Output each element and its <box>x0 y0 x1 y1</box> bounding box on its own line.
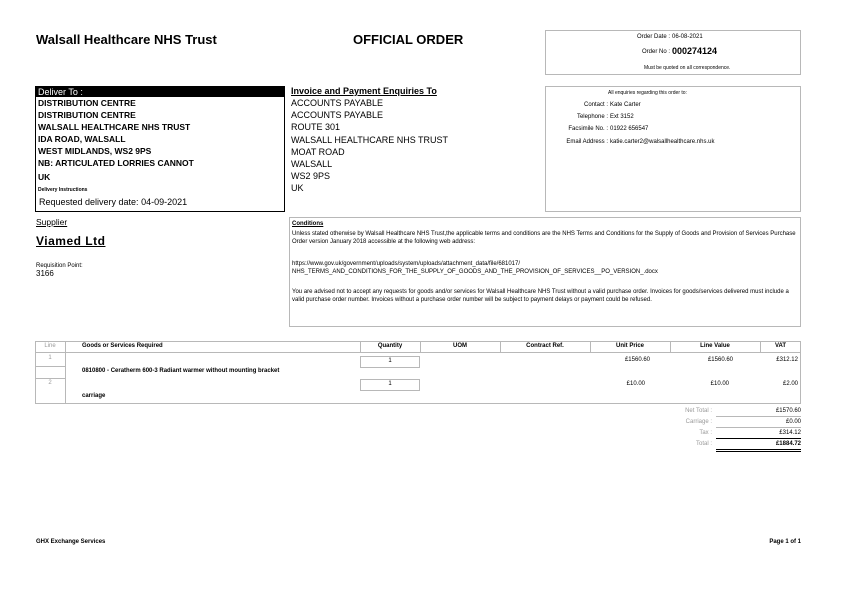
col-header-vat: VAT <box>774 343 787 349</box>
order-no-label: Order No : <box>641 49 670 55</box>
net-total-label: Net Total : <box>685 408 712 414</box>
delivery-instructions-label: Delivery Instructions <box>38 187 88 193</box>
fax-value: 01922 656547 <box>610 126 649 132</box>
deliver-line: NB: ARTICULATED LORRIES CANNOT <box>38 158 194 168</box>
row-1-vat: £312.12 <box>776 357 798 363</box>
row-2-line-value: £10.00 <box>710 381 729 387</box>
carriage-label: Carriage : <box>685 419 712 425</box>
net-total-value: £1570.60 <box>775 408 801 414</box>
tax-value: £314.12 <box>779 430 801 436</box>
row-2-unit-price: £10.00 <box>626 381 645 387</box>
row-2-quantity: 1 <box>388 381 392 387</box>
email-label: Email Address : <box>566 139 608 145</box>
row-1-line: 1 <box>48 355 52 361</box>
order-info-box <box>545 30 801 75</box>
invoice-line: ACCOUNTS PAYABLE <box>291 98 384 108</box>
row-2-description: carriage <box>82 393 106 399</box>
deliver-to-box <box>35 86 285 212</box>
deliver-line: UK <box>38 172 51 182</box>
conditions-box <box>289 217 801 327</box>
conditions-url-1: https://www.gov.uk/government/uploads/system/uploads/attachment_data/file/681017/ <box>292 261 521 267</box>
row-1-quantity: 1 <box>388 358 392 364</box>
doc-title: OFFICIAL ORDER <box>353 32 464 47</box>
col-header-line: Line <box>44 343 56 349</box>
deliver-address <box>38 97 194 183</box>
contact-value: Kate Carter <box>610 102 641 108</box>
totals-divider <box>716 416 801 417</box>
invoice-line: MOAT ROAD <box>291 146 345 157</box>
invoice-line: ACCOUNTS PAYABLE <box>291 110 384 121</box>
contact-label: Contact : <box>583 102 608 108</box>
totals-divider <box>716 438 801 439</box>
row-1-description: 0810800 - Ceratherm 600-3 Radiant warmer without mounting bracket <box>82 368 280 374</box>
deliver-line: WALSALL HEALTHCARE NHS TRUST <box>38 122 191 132</box>
email-value: katie.carter2@walsallhealthcare.nhs.uk <box>610 139 715 145</box>
contact-box <box>545 86 801 212</box>
invoice-line: WALSALL <box>291 159 333 170</box>
tax-label: Tax : <box>699 430 712 436</box>
col-divider <box>65 341 66 404</box>
telephone-value: Ext 3152 <box>610 114 634 120</box>
invoice-address <box>291 97 448 195</box>
col-header-contract: Contract Ref. <box>526 343 564 349</box>
col-header-line-value: Line Value <box>700 343 730 349</box>
table-header-divider <box>35 352 801 353</box>
row-2-line: 2 <box>48 380 52 386</box>
row-1-unit-price: £1560.60 <box>624 357 650 363</box>
row-2-vat: £2.00 <box>782 381 798 387</box>
deliver-heading: Deliver To : <box>38 87 83 97</box>
fax-label: Facsimile No. : <box>568 126 608 132</box>
enquiries-note: All enquiries regarding this order to: <box>608 90 687 96</box>
col-header-goods: Goods or Services Required <box>82 343 163 349</box>
col-header-quantity: Quantity <box>377 343 403 349</box>
order-no: 000274124 <box>672 46 718 56</box>
total-underline <box>716 449 801 450</box>
totals-divider <box>716 427 801 428</box>
total-value: £1884.72 <box>775 441 801 447</box>
order-date-label: Order Date : <box>636 34 670 40</box>
conditions-para2: You are advised not to accept any requests for goods and/or services for Walsall Healthcare NHS Trust without a valid purchase order. Invoices for goods/services delivered must include a valid purchase order number. Invoices without a purchase order number will be subject to payment delays or payment could be refused. <box>292 289 789 303</box>
invoice-heading: Invoice and Payment Enquiries To <box>291 86 437 96</box>
footer-left: GHX Exchange Services <box>36 539 106 545</box>
invoice-line: ROUTE 301 <box>291 122 341 133</box>
invoice-line: WALSALL HEALTHCARE NHS TRUST <box>291 134 449 145</box>
supplier-heading: Supplier <box>36 217 68 227</box>
conditions-heading: Conditions <box>292 221 324 227</box>
org-name: Walsall Healthcare NHS Trust <box>36 32 217 47</box>
requested-delivery-date: Requested delivery date: 04-09-2021 <box>39 197 188 207</box>
quote-note: Must be quoted on all correspondence. <box>644 65 731 71</box>
requisition-label: Requisition Point: <box>36 263 83 269</box>
footer-page-number: Page 1 of 1 <box>769 539 801 545</box>
row-1-line-value: £1560.60 <box>707 357 733 363</box>
invoice-line: UK <box>291 183 304 194</box>
conditions-para1: Unless stated otherwise by Walsall Healthcare NHS Trust,the applicable terms and conditions are the NHS Terms and Conditions for the Supply of Goods and Provision of Services Purchase Order version January 2018 accessible at the following web address: <box>292 231 796 245</box>
col-header-uom: UOM <box>453 343 467 349</box>
invoice-line: WS2 9PS <box>291 171 331 182</box>
order-date: 06-08-2021 <box>672 34 703 40</box>
deliver-line: WEST MIDLANDS, WS2 9PS <box>38 146 152 156</box>
deliver-line: IDA ROAD, WALSALL <box>38 134 126 144</box>
col-header-unit-price: Unit Price <box>615 343 644 349</box>
deliver-line: DISTRIBUTION CENTRE <box>38 98 136 108</box>
total-double-underline <box>716 451 801 452</box>
carriage-value: £0.00 <box>785 419 801 425</box>
requisition-value: 3166 <box>36 269 54 278</box>
total-label: Total : <box>695 441 712 447</box>
supplier-name: Viamed Ltd <box>36 234 106 248</box>
deliver-line: DISTRIBUTION CENTRE <box>38 110 136 120</box>
conditions-url-2: NHS_TERMS_AND_CONDITIONS_FOR_THE_SUPPLY_OF_GOODS_AND_THE_PROVISION_OF_SERVICES__PO_VERSION_.docx <box>292 269 658 275</box>
row-divider <box>35 366 65 367</box>
telephone-label: Telephone : <box>576 114 608 120</box>
row-divider <box>35 378 65 379</box>
